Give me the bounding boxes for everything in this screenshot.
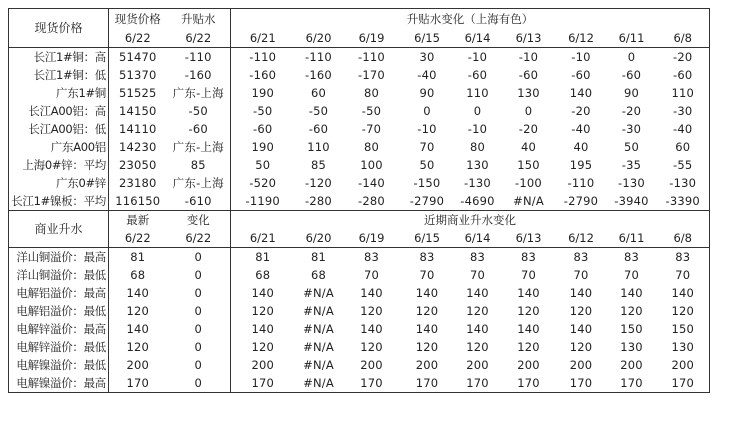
premium-value: 广东-上海 [167,138,231,156]
premium-history-value: -100 [515,175,542,190]
premium-change-value: 0 [167,374,231,393]
premium-history-value: 100 [360,157,383,172]
spot-price-value: 116150 [109,192,167,211]
commercial-premium-history-value: 120 [251,303,275,318]
premium-history-value: -140 [358,175,385,190]
commercial-premium-history-value: 200 [466,357,489,372]
table-row [9,284,710,302]
header-date: 6/19 [343,229,401,248]
commercial-premium-history-value: 140 [517,321,540,336]
premium-value: -50 [167,102,231,120]
commercial-premium-history-value: 140 [466,321,489,336]
table-row [9,84,710,102]
premium-value: -60 [167,120,231,138]
premium-history-value: -130 [618,175,645,190]
spot-price-value: 23050 [118,157,157,172]
premium-history-value: -50 [308,103,329,118]
header-date: 6/20 [295,29,343,48]
commercial-premium-history-value: 170 [607,374,657,393]
header-change-date: 6/22 [167,229,231,248]
spot-price-value: 51525 [118,85,157,100]
header-spot-price: 现货价格 [109,9,167,30]
premium-history-value: -280 [343,192,401,211]
premium-history-value: 0 [524,103,533,118]
commercial-premium-history-value: 120 [517,339,540,354]
spot-price-value: 14230 [118,139,157,154]
commercial-premium-history-value: 170 [231,374,295,393]
commercial-premium-history-value: 68 [310,267,327,282]
commercial-premium-history-value: 200 [517,357,540,372]
table-row [9,266,710,284]
premium-history-value: -120 [305,175,332,190]
premium-history-value: -110 [305,49,332,64]
premium-history-value: -70 [361,121,382,136]
premium-history-value: -60 [467,67,488,82]
row-label: 长江1#镍板：平均 [9,192,109,211]
premium-history-value: -30 [657,102,710,120]
row-label: 长江1#铜：高 [9,48,109,67]
header-date: 6/14 [454,229,502,248]
premium-history-value: -35 [621,157,642,172]
premium-history-value: -20 [571,103,591,118]
commercial-premium-history-value: 83 [520,249,537,264]
commercial-premium-history-value: #N/A [303,339,334,354]
commercial-premium-history-value: 140 [620,285,643,300]
premium-history-value: -10 [518,49,539,64]
header-date: 6/11 [607,29,657,48]
commercial-premium-history-value: 140 [657,284,710,302]
premium-history-value: 85 [310,157,327,172]
commercial-premium-history-value: 170 [657,374,710,393]
latest-premium-value: 120 [126,303,150,318]
section-title-commercial-premium: 商业升水 [9,211,109,248]
premium-history-value: 70 [419,139,435,154]
header-date: 6/8 [657,29,710,48]
commercial-premium-history-value: 120 [360,339,383,354]
spot-price-value: 14110 [118,121,157,136]
commercial-premium-history-value: 83 [469,249,486,264]
commercial-premium-history-value: #N/A [303,321,334,336]
row-label: 广东1#铜 [9,84,109,102]
spot-price-value: 51370 [118,67,157,82]
commercial-premium-history-value: 140 [415,321,439,336]
row-label: 长江A00铝：低 [9,120,109,138]
commercial-premium-history-value: 140 [251,285,275,300]
premium-history-value: 90 [623,85,640,100]
premium-history-value: 130 [466,157,489,172]
commercial-premium-history-value: #N/A [303,357,334,372]
commercial-premium-history-value: 170 [401,374,454,393]
commercial-premium-history-value: 170 [343,374,401,393]
premium-history-value: 0 [423,103,431,118]
header-date: 6/13 [502,29,556,48]
premium-history-value: -10 [571,49,591,64]
latest-premium-value: 140 [126,285,150,300]
commercial-premium-history-value: 140 [569,285,593,300]
row-label: 洋山铜溢价：最高 [9,248,109,267]
commercial-premium-history-value: 150 [620,321,643,336]
premium-history-value: -160 [249,67,277,82]
table-row [9,374,710,393]
premium-history-value: -60 [621,67,642,82]
premium-history-value: 50 [623,139,640,154]
table-row [9,48,710,67]
commercial-premium-history-value: 83 [573,249,589,264]
table-row [9,156,710,174]
premium-value: 85 [167,156,231,174]
header-date: 6/12 [556,29,607,48]
commercial-premium-history-value: 170 [454,374,502,393]
commercial-premium-history-value: 140 [251,321,275,336]
premium-history-value: 110 [657,84,710,102]
top-header-row [9,9,710,30]
premium-history-value: 110 [466,85,489,100]
table-row [9,138,710,156]
row-label: 长江1#铜：低 [9,66,109,84]
commercial-premium-history-value: #N/A [295,374,343,393]
commercial-premium-history-value: 70 [623,267,640,282]
header-date: 6/21 [231,29,295,48]
header-price-date: 6/22 [109,29,167,48]
spot-price-value: 51470 [118,49,157,64]
bottom-date-row [9,229,710,248]
commercial-premium-history-value: 120 [466,339,489,354]
row-label: 广东A00铝 [9,138,109,156]
table-row [9,66,710,84]
premium-value: 广东-上海 [167,84,231,102]
premium-history-value: 140 [569,85,593,100]
commercial-premium-history-value: 200 [657,356,710,374]
premium-history-value: -110 [567,175,595,190]
premium-history-value: 60 [310,85,327,100]
table-row [9,338,710,356]
premium-history-value: -20 [518,121,539,136]
premium-history-value: -1190 [231,192,295,211]
header-date: 6/13 [502,229,556,248]
commercial-premium-history-value: 170 [502,374,556,393]
premium-history-value: -10 [417,121,437,136]
commercial-premium-history-value: 70 [573,267,589,282]
header-recent-premium-change: 近期商业升水变化 [231,211,710,230]
premium-history-value: -110 [358,49,385,64]
premium-history-value: -2790 [401,192,454,211]
premium-history-value: -20 [621,103,642,118]
commercial-premium-history-value: 200 [251,357,275,372]
premium-history-value: 30 [419,49,435,64]
commercial-premium-history-value: 200 [360,357,383,372]
header-latest-date: 6/22 [109,229,167,248]
premium-value: -610 [167,192,231,211]
commercial-premium-history-value: 200 [620,357,643,372]
header-date: 6/19 [343,29,401,48]
commercial-premium-history-value: 120 [466,303,489,318]
premium-change-value: 0 [167,302,231,320]
table-row [9,356,710,374]
premium-history-value: -10 [467,49,488,64]
premium-value: 广东-上海 [167,174,231,192]
row-label: 电解锌溢价：最低 [9,338,109,356]
header-premium: 升贴水 [167,9,231,30]
premium-history-value: 0 [627,49,636,64]
premium-history-value: -50 [361,103,382,118]
commercial-premium-history-value: 70 [520,267,537,282]
row-label: 电解铝溢价：最高 [9,284,109,302]
commercial-premium-history-value: 68 [255,267,271,282]
latest-premium-value: 120 [126,339,150,354]
row-label: 电解锌溢价：最高 [9,320,109,338]
commercial-premium-history-value: 140 [466,285,489,300]
table-row [9,320,710,338]
price-table [8,8,710,393]
header-date: 6/15 [401,29,454,48]
row-label: 广东0#锌 [9,174,109,192]
row-label: 洋山铜溢价：最低 [9,266,109,284]
commercial-premium-history-value: 140 [569,321,593,336]
premium-history-value: -160 [305,67,332,82]
premium-history-value: -40 [571,121,591,136]
premium-history-value: 190 [251,85,275,100]
header-date: 6/14 [454,29,502,48]
premium-history-value: -50 [253,103,273,118]
table-row [9,120,710,138]
commercial-premium-history-value: 120 [657,302,710,320]
premium-change-value: 0 [167,284,231,302]
premium-history-value: 130 [517,85,540,100]
commercial-premium-history-value: 130 [657,338,710,356]
header-date: 6/11 [607,229,657,248]
premium-history-value: 0 [473,103,482,118]
premium-change-value: 0 [167,356,231,374]
commercial-premium-history-value: 140 [517,285,540,300]
premium-history-value: -4690 [454,192,502,211]
commercial-premium-history-value: 130 [620,339,643,354]
premium-history-value: 80 [363,85,380,100]
premium-history-value: -3940 [607,192,657,211]
premium-history-value: -150 [413,175,441,190]
bottom-header-row [9,211,710,230]
commercial-premium-history-value: 83 [657,248,710,267]
premium-history-value: 80 [469,139,486,154]
premium-change-value: 0 [167,320,231,338]
commercial-premium-history-value: 140 [415,285,439,300]
commercial-premium-history-value: 70 [657,266,710,284]
premium-history-value: 50 [419,157,435,172]
premium-history-value: -3390 [657,192,710,211]
premium-history-value: -2790 [556,192,607,211]
header-date: 6/21 [231,229,295,248]
premium-history-value: -110 [249,49,277,64]
commercial-premium-history-value: 140 [360,321,383,336]
table-row [9,302,710,320]
premium-history-value: 90 [419,85,435,100]
commercial-premium-history-value: 81 [310,249,327,264]
header-latest: 最新 [126,212,150,227]
commercial-premium-history-value: 120 [569,303,593,318]
premium-history-value: -10 [467,121,488,136]
premium-history-value: -520 [249,175,277,190]
commercial-premium-history-value: 170 [556,374,607,393]
spot-price-value: 14150 [118,103,157,118]
premium-history-value: -60 [308,121,329,136]
commercial-premium-history-value: 120 [415,303,439,318]
top-date-row [9,29,710,48]
premium-history-value: 190 [251,139,275,154]
row-label: 电解镍溢价：最低 [9,356,109,374]
commercial-premium-history-value: #N/A [303,285,334,300]
commercial-premium-history-value: 83 [363,249,380,264]
premium-history-value: -55 [657,156,710,174]
header-change: 变化 [167,211,231,230]
premium-history-value: -40 [657,120,710,138]
row-label: 长江A00铝：高 [9,102,109,120]
premium-history-value: 110 [307,139,330,154]
premium-history-value: 40 [573,139,589,154]
premium-history-value: 50 [255,157,271,172]
premium-value: -110 [167,48,231,67]
header-premium-change: 升贴水变化（上海有色） [231,9,710,30]
commercial-premium-history-value: 150 [657,320,710,338]
header-date: 6/20 [295,229,343,248]
latest-premium-value: 200 [126,357,150,372]
premium-change-value: 0 [167,248,231,267]
premium-history-value: -40 [417,67,437,82]
premium-history-value: -30 [621,121,642,136]
table-row [9,174,710,192]
header-premium-date: 6/22 [167,29,231,48]
row-label: 电解铝溢价：最低 [9,302,109,320]
premium-history-value: 80 [363,139,380,154]
commercial-premium-history-value: 83 [419,249,435,264]
premium-history-value: -130 [657,174,710,192]
commercial-premium-history-value: 70 [469,267,486,282]
premium-history-value: 150 [517,157,540,172]
premium-history-value: -130 [464,175,491,190]
table-row [9,192,710,211]
premium-change-value: 0 [167,338,231,356]
commercial-premium-history-value: 120 [517,303,540,318]
premium-change-value: 0 [167,266,231,284]
latest-premium-value: 170 [109,374,167,393]
commercial-premium-history-value: 83 [623,249,640,264]
premium-history-value: 40 [520,139,537,154]
latest-premium-value: 81 [130,249,146,264]
header-date: 6/15 [401,229,454,248]
commercial-premium-history-value: 81 [255,249,271,264]
premium-history-value: -280 [295,192,343,211]
premium-history-value: -60 [571,67,591,82]
premium-value: -160 [167,66,231,84]
commercial-premium-history-value: 200 [415,357,439,372]
table-row [9,248,710,267]
premium-history-value: #N/A [502,192,556,211]
commercial-premium-history-value: 70 [363,267,380,282]
commercial-premium-history-value: 120 [251,339,275,354]
premium-history-value: 60 [657,138,710,156]
row-label: 电解镍溢价：最高 [9,374,109,393]
premium-history-value: -60 [253,121,273,136]
commercial-premium-history-value: 200 [569,357,593,372]
commercial-premium-history-value: 70 [419,267,435,282]
premium-history-value: -170 [358,67,385,82]
premium-history-value: 195 [569,157,593,172]
premium-history-value: -20 [657,48,710,67]
table-row [9,102,710,120]
latest-premium-value: 68 [130,267,146,282]
header-date: 6/12 [556,229,607,248]
commercial-premium-history-value: 120 [620,303,643,318]
spot-price-value: 23180 [118,175,157,190]
commercial-premium-history-value: 140 [360,285,383,300]
premium-history-value: -60 [518,67,539,82]
header-date: 6/8 [657,229,710,248]
commercial-premium-history-value: #N/A [303,303,334,318]
row-label: 上海0#锌：平均 [9,156,109,174]
section-title-spot-price: 现货价格 [9,9,109,48]
commercial-premium-history-value: 120 [569,339,593,354]
commercial-premium-history-value: 120 [360,303,383,318]
premium-history-value: -60 [657,66,710,84]
latest-premium-value: 140 [126,321,150,336]
commercial-premium-history-value: 120 [415,339,439,354]
